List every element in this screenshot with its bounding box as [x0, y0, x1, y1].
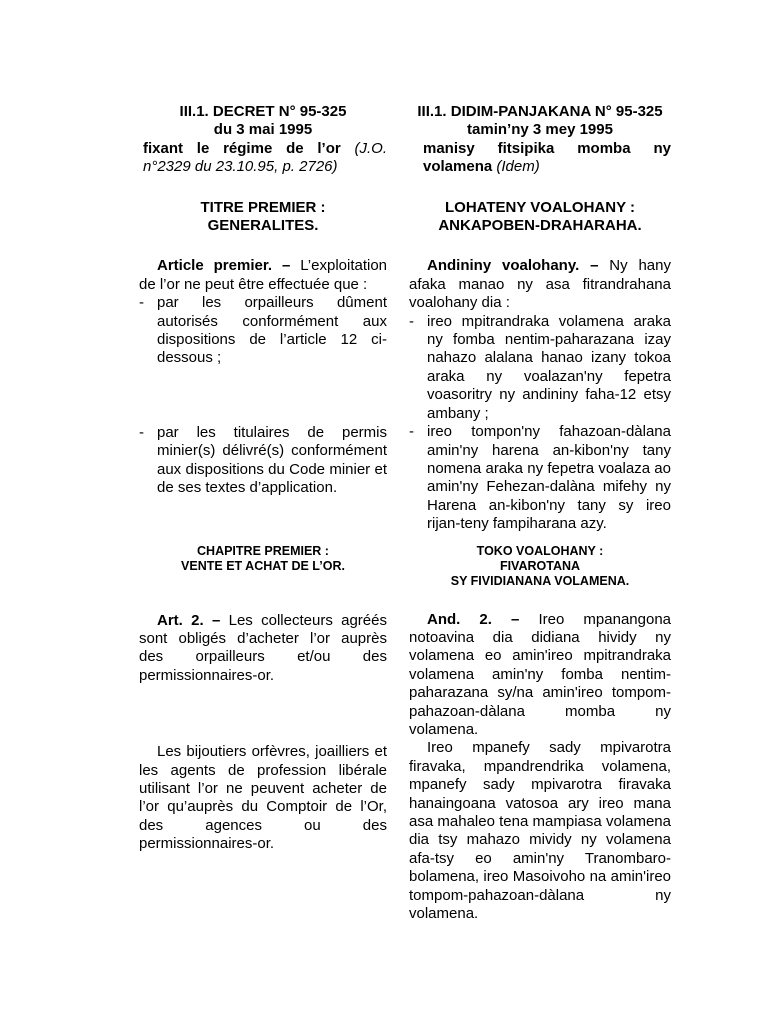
titre-line2-fr: GENERALITES. [207, 217, 319, 235]
article-1-text-mg: Ny hany afaka manao ny asa fitrandrahana voalohany dia : [409, 257, 671, 312]
list-item-1-mg [409, 313, 671, 423]
titre-line2-mg: ANKAPOBEN-DRAHARAHA. [438, 217, 642, 235]
article-2-fr [139, 612, 387, 686]
paragraph-2-mg: Ireo mpanefy sady mpivarotra firavaka, mpandrendrika volamena, mpanefy sady mpivarotra firavaka hanaingoana vatosoa ary ireo mana asa mahaleo tena mampiasa volamena dia tsy mahazo mividy ny volamena afa-tsy eo amin'ny Tranombaro-bolamena, ireo Masoivoho na amin'ireo tompom-pahazoan-dàlana ny volamena. [409, 739, 671, 923]
article-1-mg [409, 257, 671, 312]
list-item-1-text-mg: ireo mpitrandraka volamena araka ny fomba nentim-paharazana izay nahazo alalana hanao izany tokoa araka ny voalazan'ny fepetra voasoritry ny andininy faha-12 etsy ambany ; [427, 312, 671, 422]
article-2-text-fr: Les collecteurs agréés sont obligés d’acheter l’or auprès des orpailleurs et/ou des permissionnaires-or. [139, 611, 387, 684]
subtitle-ref-fr: (J.O. n°2329 du 23.10.95, p. 2726) [143, 139, 387, 176]
chapter-line2-fr: VENTE ET ACHAT DE L’OR. [181, 558, 345, 573]
article-1-label-fr: Article premier. – [157, 257, 291, 275]
chapter-line2-mg: FIVAROTANA [499, 558, 581, 573]
chapter-line1-mg: TOKO VOALOHANY : [476, 543, 604, 558]
dash-bullet: - [139, 423, 144, 441]
subtitle-ref-mg: (Idem) [496, 158, 540, 176]
list-item-1-fr [139, 294, 387, 368]
article-1-label-mg: Andininy voalohany. – [427, 257, 599, 275]
article-1-text-fr: L’exploitation de l’or ne peut être effectuée que : [139, 257, 388, 293]
list-item-2-fr [139, 424, 387, 498]
article-2-text-mg: Ireo mpanangona notoavina dia didiana hividy ny volamena eo amin'ireo mpitrandraka volamena amin'ny fomba nentim-paharazana sy/na amin'ireo tompom-pahazoan-dàlana momba ny volamena. [409, 610, 672, 738]
article-2-label-fr: Art. 2. – [157, 611, 221, 629]
decree-date-mg: tamin’ny 3 mey 1995 [467, 121, 613, 139]
malagasy-column [409, 103, 671, 923]
titre-line1-mg: LOHATENY VOALOHANY : [444, 198, 635, 216]
list-item-2-text-mg: ireo tompon'ny fahazoan-dàlana amin'ny harena an-kibon'ny tany nomena araka ny fepetra voalaza ao amin'ny Fehezan-dalàna mifehy ny Harena an-kibon'ny tany sy ireo rijan-teny fampiharana azy. [427, 423, 671, 533]
subtitle-bold-mg: manisy fitsipika momba ny volamena [423, 139, 671, 176]
decree-heading-mg: III.1. DIDIM-PANJAKANA N° 95-325 [417, 103, 663, 120]
chapter-line1-fr: CHAPITRE PREMIER : [197, 543, 329, 558]
list-item-2-text-fr: par les titulaires de permis minier(s) délivré(s) conformément aux dispositions du Code minier et de ses textes d’application. [157, 423, 387, 497]
chapter-line3-mg: SY FIVIDIANANA VOLAMENA. [450, 573, 630, 588]
list-item-2-mg [409, 423, 671, 533]
dash-bullet: - [139, 294, 144, 312]
decree-subtitle-fr [139, 140, 387, 177]
article-2-mg [409, 611, 671, 740]
decree-heading-fr: III.1. DECRET N° 95-325 [179, 103, 347, 120]
article-2-label-mg: And. 2. – [427, 610, 520, 628]
dash-bullet: - [409, 423, 414, 441]
dash-bullet: - [409, 312, 414, 330]
titre-line1-fr: TITRE PREMIER : [200, 198, 326, 216]
decree-date-fr: du 3 mai 1995 [213, 121, 313, 139]
decree-subtitle-mg [409, 140, 671, 177]
subtitle-bold-fr: fixant le régime de l’or [143, 139, 341, 157]
list-item-1-text-fr: par les orpailleurs dûment autorisés conformément aux dispositions de l’article 12 ci-dessous ; [157, 294, 387, 367]
french-column [139, 103, 387, 854]
paragraph-2-fr: Les bijoutiers orfèvres, joailliers et les agents de profession libérale utilisant l’or ne peuvent acheter de l’or qu’auprès du Comptoir de l’Or, des agences ou des permissionnaires-or. [139, 743, 387, 853]
article-1-fr [139, 257, 387, 294]
